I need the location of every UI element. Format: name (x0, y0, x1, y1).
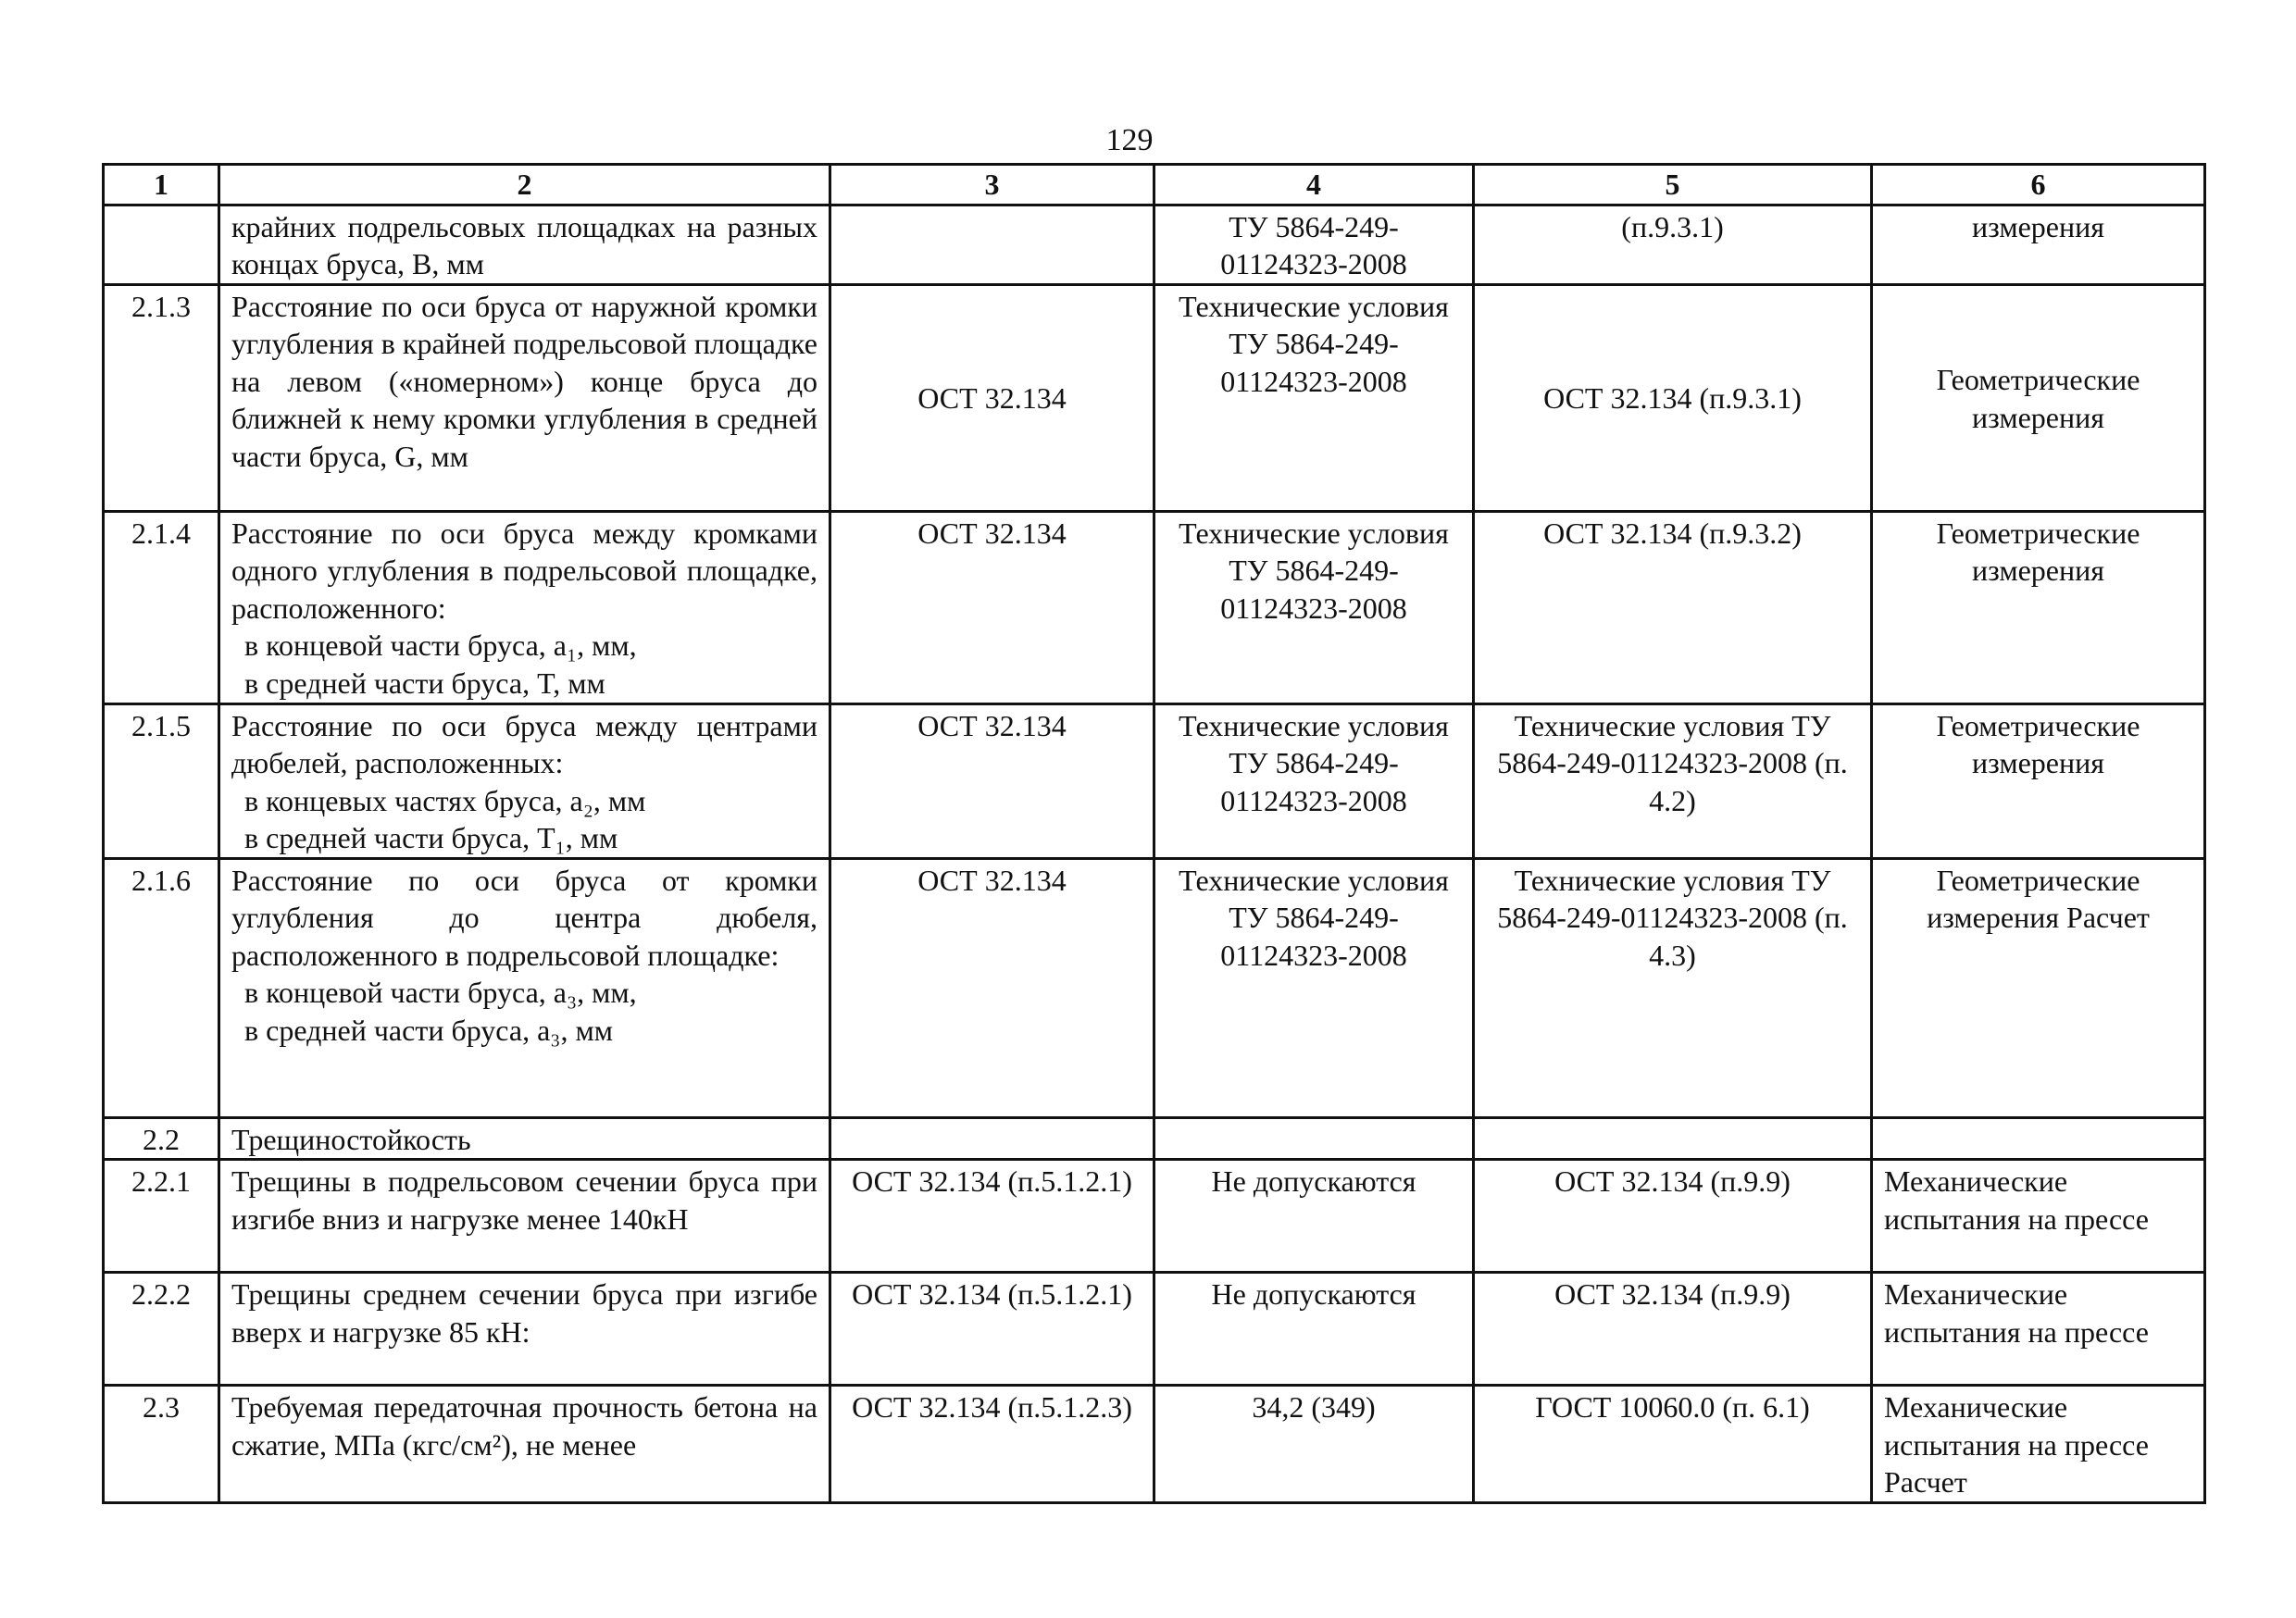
row-test-method: ОСТ 32.134 (п.9.3.1) (1474, 284, 1872, 511)
row-number: 2.2 (104, 1117, 219, 1160)
row-standard: ОСТ 32.134 (830, 284, 1154, 511)
column-header-5: 5 (1474, 165, 1872, 205)
table-row (104, 1386, 2205, 1503)
row-number: 2.3 (104, 1386, 219, 1503)
row-description: Трещины в подрельсовом сечении бруса при изгибе вниз и нагрузке менее 140кН (219, 1160, 830, 1273)
row-requirement: Технические условия ТУ 5864-249-01124323-2008 (1154, 284, 1474, 511)
table-row (104, 1117, 2205, 1160)
row-test-method: ГОСТ 10060.0 (п. 6.1) (1474, 1386, 1872, 1503)
row-test-method: Технические условия ТУ 5864-249-01124323-2008 (п. 4.2) (1474, 703, 1872, 858)
row-requirement: Не допускаются (1154, 1160, 1474, 1273)
row-description: Трещиностойкость (219, 1117, 830, 1160)
row-standard: ОСТ 32.134 (830, 511, 1154, 703)
row-description: Расстояние по оси бруса между кромками одного углубления в подрельсовой площадке, расположенного: в концевой части бруса, a₁, мм, в средней части бруса, T, мм (219, 511, 830, 703)
row-number: 2.2.2 (104, 1273, 219, 1386)
row-standard: ОСТ 32.134 (п.5.1.2.3) (830, 1386, 1154, 1503)
row-control-type: Механические испытания на прессе (1872, 1273, 2205, 1386)
row-control-type: Геометрические измерения (1872, 511, 2205, 703)
column-header-4: 4 (1154, 165, 1474, 205)
row-requirement: 34,2 (349) (1154, 1386, 1474, 1503)
row-test-method: Технические условия ТУ 5864-249-01124323-2008 (п. 4.3) (1474, 858, 1872, 1117)
row-control-type (1872, 1117, 2205, 1160)
row-number: 2.2.1 (104, 1160, 219, 1273)
row-control-type: измерения (1872, 205, 2205, 284)
row-number: 2.1.5 (104, 703, 219, 858)
column-header-2: 2 (219, 165, 830, 205)
row-control-type: Геометрические измерения (1872, 284, 2205, 511)
column-header-3: 3 (830, 165, 1154, 205)
specification-table (102, 163, 2206, 1504)
row-standard: ОСТ 32.134 (п.5.1.2.1) (830, 1273, 1154, 1386)
row-requirement (1154, 1117, 1474, 1160)
row-standard (830, 205, 1154, 284)
row-standard: ОСТ 32.134 (830, 703, 1154, 858)
row-test-method (1474, 1117, 1872, 1160)
row-description: Трещины среднем сечении бруса при изгибе вверх и нагрузке 85 кН: (219, 1273, 830, 1386)
row-test-method: (п.9.3.1) (1474, 205, 1872, 284)
row-number: 2.1.6 (104, 858, 219, 1117)
row-control-type: Геометрические измерения Расчет (1872, 858, 2205, 1117)
row-requirement: Технические условия ТУ 5864-249-01124323-2008 (1154, 858, 1474, 1117)
row-description: Расстояние по оси бруса от кромки углубления до центра дюбеля, расположенного в подрельсовой площадке: в концевой части бруса, a₃, мм, в средней части бруса, a₃, мм (219, 858, 830, 1117)
row-standard: ОСТ 32.134 (830, 858, 1154, 1117)
row-description: Расстояние по оси бруса между центрами дюбелей, расположенных: в концевых частях бруса, a₂, мм в средней части бруса, T₁, мм (219, 703, 830, 858)
row-test-method: ОСТ 32.134 (п.9.9) (1474, 1160, 1872, 1273)
table-row (104, 1160, 2205, 1273)
header-row (104, 165, 2205, 205)
row-description: крайних подрельсовых площадках на разных концах бруса, B, мм (219, 205, 830, 284)
column-header-6: 6 (1872, 165, 2205, 205)
row-requirement: Технические условия ТУ 5864-249-01124323-2008 (1154, 703, 1474, 858)
row-test-method: ОСТ 32.134 (п.9.3.2) (1474, 511, 1872, 703)
row-requirement: ТУ 5864-249-01124323-2008 (1154, 205, 1474, 284)
row-standard (830, 1117, 1154, 1160)
row-number: 2.1.4 (104, 511, 219, 703)
table-row (104, 511, 2205, 703)
row-standard: ОСТ 32.134 (п.5.1.2.1) (830, 1160, 1154, 1273)
table-row (104, 703, 2205, 858)
table-row (104, 1273, 2205, 1386)
row-control-type: Механические испытания на прессе Расчет (1872, 1386, 2205, 1503)
page-number: 129 (1105, 123, 1154, 157)
table-row (104, 205, 2205, 284)
row-number: 2.1.3 (104, 284, 219, 511)
row-test-method: ОСТ 32.134 (п.9.9) (1474, 1273, 1872, 1386)
row-description: Расстояние по оси бруса от наружной кромки углубления в крайней подрельсовой площадке на левом («номерном») конце бруса до ближней к нему кромки углубления в средней части бруса, G, мм (219, 284, 830, 511)
row-description: Требуемая передаточная прочность бетона на сжатие, МПа (кгс/см²), не менее (219, 1386, 830, 1503)
table-row (104, 858, 2205, 1117)
row-requirement: Технические условия ТУ 5864-249-01124323-2008 (1154, 511, 1474, 703)
row-number (104, 205, 219, 284)
table-row (104, 284, 2205, 511)
row-control-type: Механические испытания на прессе (1872, 1160, 2205, 1273)
row-control-type: Геометрические измерения (1872, 703, 2205, 858)
column-header-1: 1 (104, 165, 219, 205)
row-requirement: Не допускаются (1154, 1273, 1474, 1386)
